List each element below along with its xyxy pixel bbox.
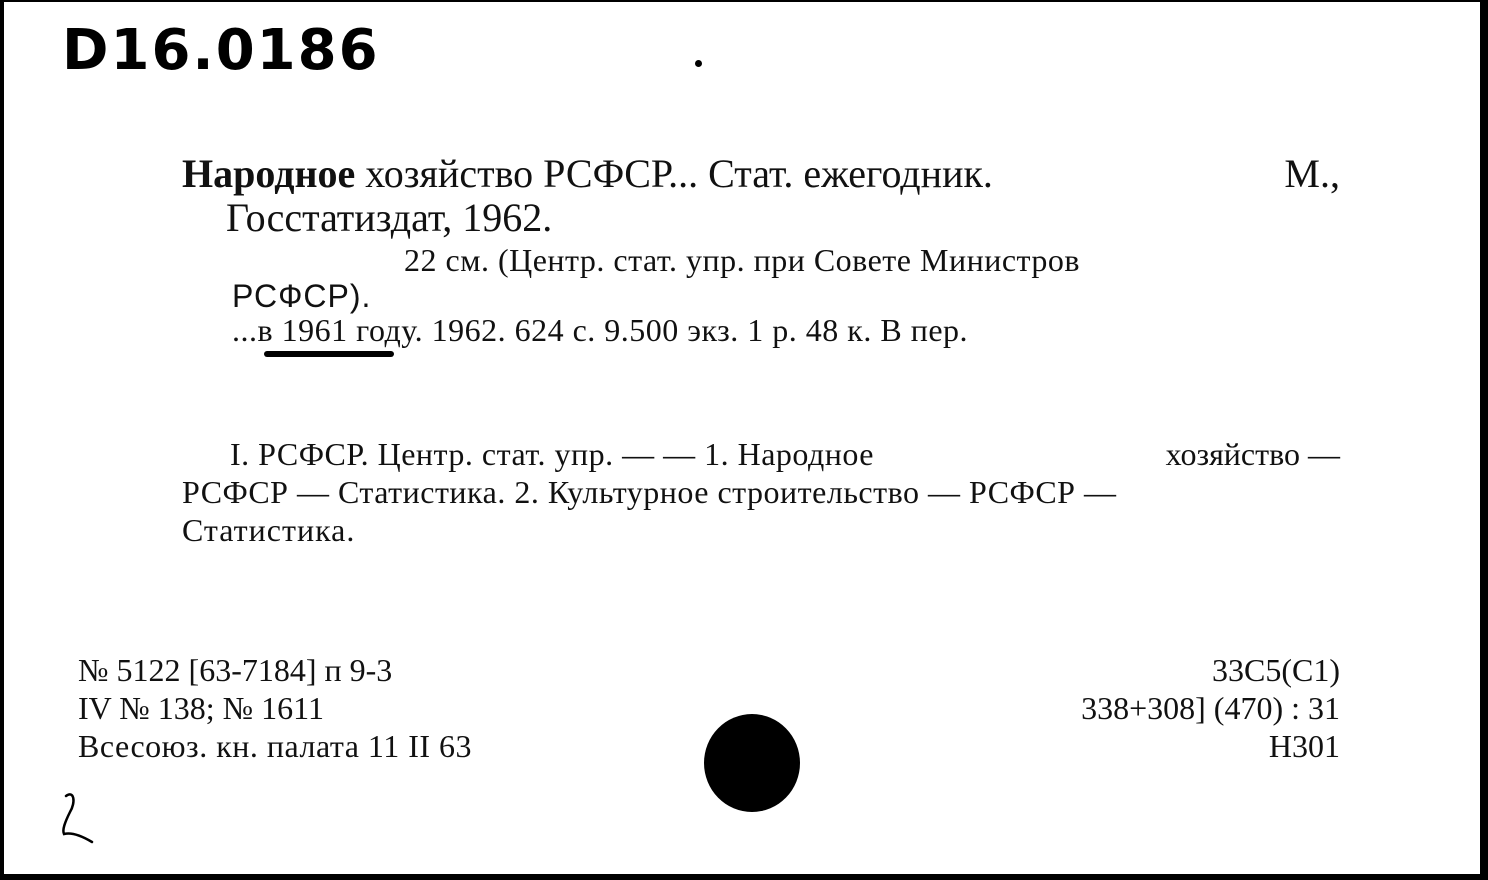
title-line <box>182 150 993 197</box>
subjects-line-1-right: хозяйство — <box>1165 436 1340 472</box>
handwritten-mark <box>56 788 100 844</box>
registry-line-3: Всесоюз. кн. палата 11 II 63 <box>78 728 473 764</box>
subjects-line-1: I. РСФСР. Центр. стат. упр. — — 1. Народное <box>230 436 874 472</box>
catalog-card <box>4 2 1483 874</box>
publication-place: М., <box>1284 151 1340 196</box>
punch-hole <box>704 714 800 812</box>
classification-line-3: Н301 <box>1268 728 1340 764</box>
classification-line-1: 33С5(С1) <box>1212 652 1340 688</box>
title-rest: хозяйство РСФСР... Стат. ежегодник. <box>355 151 993 196</box>
publisher-line: Госстатиздат, 1962. <box>226 195 553 240</box>
series-line: 22 см. (Центр. стат. упр. при Совете Министров <box>404 242 1080 278</box>
registry-line-1: № 5122 [63-7184] п 9-3 <box>78 652 393 688</box>
series-line-2: РСФСР). <box>232 278 372 314</box>
title-bold-word: Народное <box>182 151 356 196</box>
call-number: D16.0186 <box>62 18 380 83</box>
subjects-line-2: РСФСР — Статистика. 2. Культурное строительство — РСФСР — <box>182 474 1117 510</box>
ink-dot <box>695 60 702 67</box>
classification-line-2: 338+308] (470) : 31 <box>1081 690 1340 726</box>
handwritten-underline <box>264 351 394 357</box>
subjects-line-3: Статистика. <box>182 512 356 548</box>
registry-line-2: IV № 138; № 1611 <box>78 690 324 726</box>
volume-line: ...в 1961 году. 1962. 624 с. 9.500 экз. 1 р. 48 к. В пер. <box>232 312 969 348</box>
